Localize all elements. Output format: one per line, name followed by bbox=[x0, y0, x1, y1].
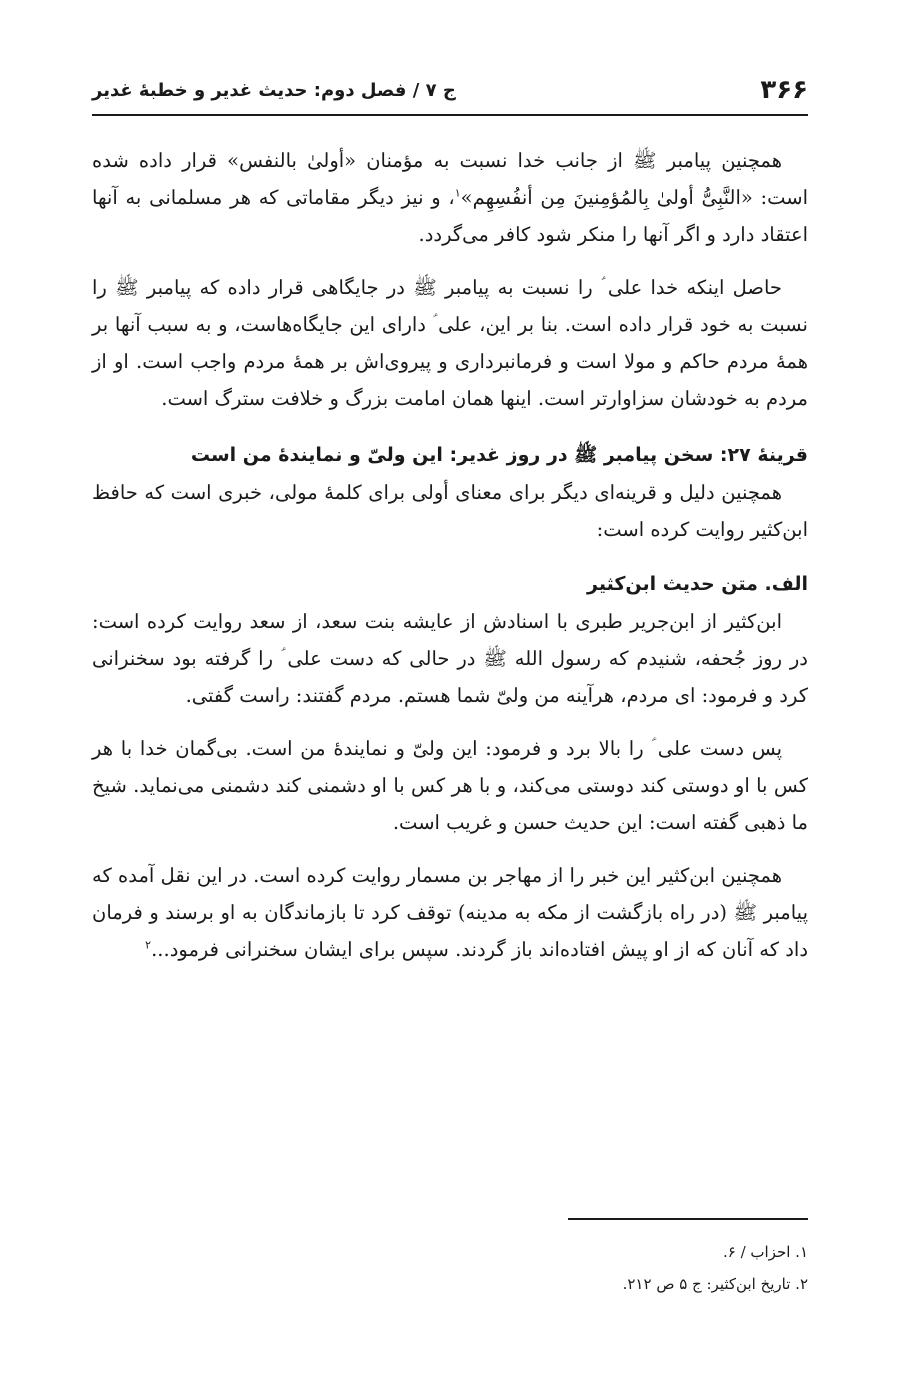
footnote-ref-1: ۱ bbox=[454, 186, 461, 200]
book-page bbox=[92, 0, 808, 1390]
paragraph-1-text-a: همچنین پیامبر ﷺ از جانب خدا نسبت به مؤمنان «أولیٰ بالنفس» قرار داده شده است: «النَّبِیُّ أولیٰ بِالمُؤمِنینَ مِن أنفُسِهِم» bbox=[92, 149, 809, 209]
page-body bbox=[92, 142, 808, 968]
footnote-divider bbox=[568, 1218, 808, 1220]
paragraph-6-text: همچنین ابن‌کثیر این خبر را از مهاجر بن مسمار روایت کرده است. در این نقل آمده که پیامبر ﷺ (در راه بازگشت از مکه به مدینه) توقف کرد تا بازماندگان به او برسند و فرمان داد که آنان که از او پیش افتاده‌اند باز گردند. سپس برای ایشان سخنرانی فرمود... bbox=[92, 864, 808, 961]
paragraph-3: همچنین دلیل و قرینه‌ای دیگر برای معنای أولی برای کلمهٔ مولی، خبری است که حافظ ابن‌کثیر روایت کرده است: bbox=[92, 481, 808, 541]
page-header bbox=[92, 66, 808, 116]
section-heading-qarina-27: قرینهٔ ۲۷: سخن پیامبر ﷺ در روز غدیر: این ولیّ و نمایندهٔ من است bbox=[190, 444, 808, 466]
paragraph-2: حاصل اینکه خدا علی ؑ را نسبت به پیامبر ﷺ در جایگاهی قرار داده که پیامبر ﷺ را نسبت به خود قرار داده است. بنا بر این، علی ؑ دارای این جایگاه‌هاست، و به سبب آنها بر همهٔ مردم حاکم و مولا است و فرمانبرداری و پیروی‌اش بر همهٔ مردم واجب است. او از مردم به خودشان سزاوارتر است. اینها همان امامت بزرگ و خلافت سترگ است. bbox=[92, 276, 808, 410]
paragraph-5: پس دست علی ؑ را بالا برد و فرمود: این ولیّ و نمایندهٔ من است. بی‌گمان خدا با هر کس با او دوستی کند دوستی می‌کند، و با هر کس با او دشمنی کند دشمنی می‌نماید. شیخ ما ذهبی گفته است: این حدیث حسن و غریب است. bbox=[92, 737, 808, 834]
page-number: ۳۶۶ bbox=[760, 75, 808, 105]
paragraph-1-text-b: ، و نیز دیگر مقاماتی که هر مسلمانی به آنها اعتقاد دارد و اگر آنها را منکر شود کافر می‌گردد. bbox=[92, 186, 808, 246]
subheading-alef: الف. متن حدیث ابن‌کثیر bbox=[587, 573, 808, 595]
footnote-2: ۲. تاریخ ابن‌کثیر: ج ۵ ص ۲۱۲. bbox=[622, 1275, 808, 1293]
footnote-ref-2: ۲ bbox=[145, 938, 152, 952]
running-head: ج ۷ / فصل دوم: حدیث غدیر و خطبهٔ غدیر bbox=[92, 79, 456, 101]
paragraph-1 bbox=[92, 142, 808, 253]
paragraph-6 bbox=[92, 857, 808, 968]
footnotes bbox=[92, 1236, 808, 1300]
paragraph-4: ابن‌کثیر از ابن‌جریر طبری با اسنادش از عایشه بنت سعد، از سعد روایت کرده است: در روز جُحفه، شنیدم که رسول الله ﷺ در حالی که دست علی ؑ را گرفته بود سخنرانی کرد و فرمود: ای مردم، هرآینه من ولیّ شما هستم. مردم گفتند: راست گفتی. bbox=[92, 610, 808, 707]
footnote-1: ۱. احزاب / ۶. bbox=[722, 1243, 808, 1261]
